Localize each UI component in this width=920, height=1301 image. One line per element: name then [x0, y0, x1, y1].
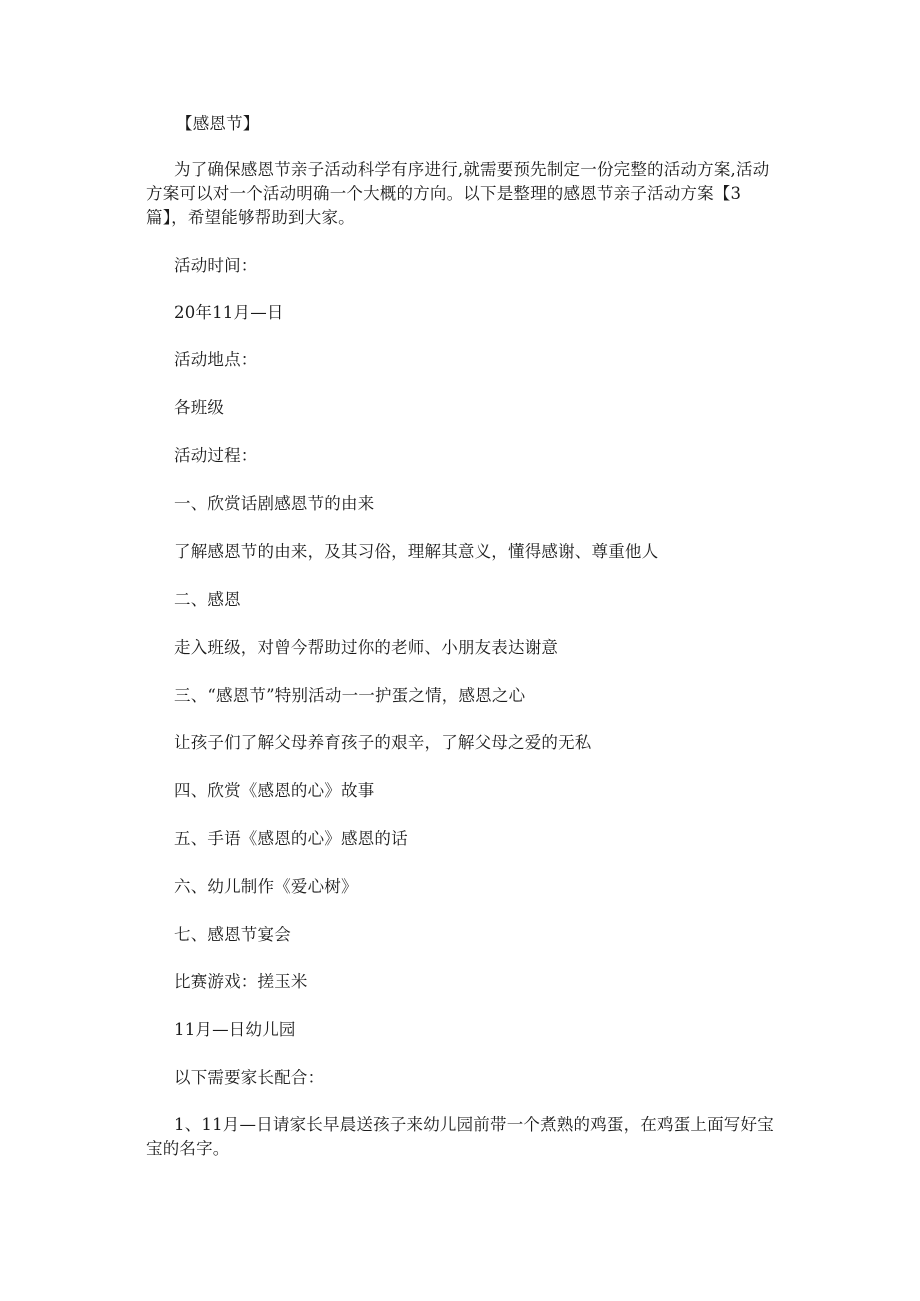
text-line: 一、欣赏话剧感恩节的由来 [174, 494, 375, 513]
text-line: 各班级 [174, 398, 225, 417]
text-line: 走入班级，对曾今帮助过你的老师、小朋友表达谢意 [174, 638, 559, 657]
text-line: 20年11月—日 [174, 303, 284, 322]
closing-paragraph: 1、11月—日请家长早晨送孩子来幼儿园前带一个煮熟的鸡蛋，在鸡蛋上面写好宝宝的名字。 [146, 1115, 774, 1158]
text-line: 二、感恩 [174, 590, 241, 609]
text-line: 三、“感恩节”特别活动一一护蛋之情，感恩之心 [174, 686, 526, 705]
text-line: 比赛游戏：搓玉米 [174, 972, 308, 991]
text-line: 了解感恩节的由来，及其习俗，理解其意义，懂得感谢、尊重他人 [174, 542, 659, 561]
text-line: 让孩子们了解父母养育孩子的艰辛，了解父母之爱的无私 [174, 733, 592, 752]
text-line: 活动地点： [174, 350, 258, 369]
text-line: 四、欣赏《感恩的心》故事 [174, 781, 375, 800]
text-line: 五、手语《感恩的心》感恩的话 [174, 829, 408, 848]
text-line: 六、幼儿制作《爱心树》 [174, 877, 358, 896]
intro-paragraph: 为了确保感恩节亲子活动科学有序进行,就需要预先制定一份完整的活动方案,活动方案可以对一个活动明确一个大概的方向。以下是整理的感恩节亲子活动方案【3篇】，希望能够帮助到大家。 [146, 160, 770, 227]
document-heading: 【感恩节】 [176, 114, 260, 133]
text-line: 活动过程： [174, 446, 258, 465]
text-line: 活动时间： [174, 256, 258, 275]
text-line: 七、感恩节宴会 [174, 925, 291, 944]
text-line: 以下需要家长配合： [174, 1068, 325, 1087]
text-line: 11月—日幼儿园 [174, 1020, 296, 1039]
